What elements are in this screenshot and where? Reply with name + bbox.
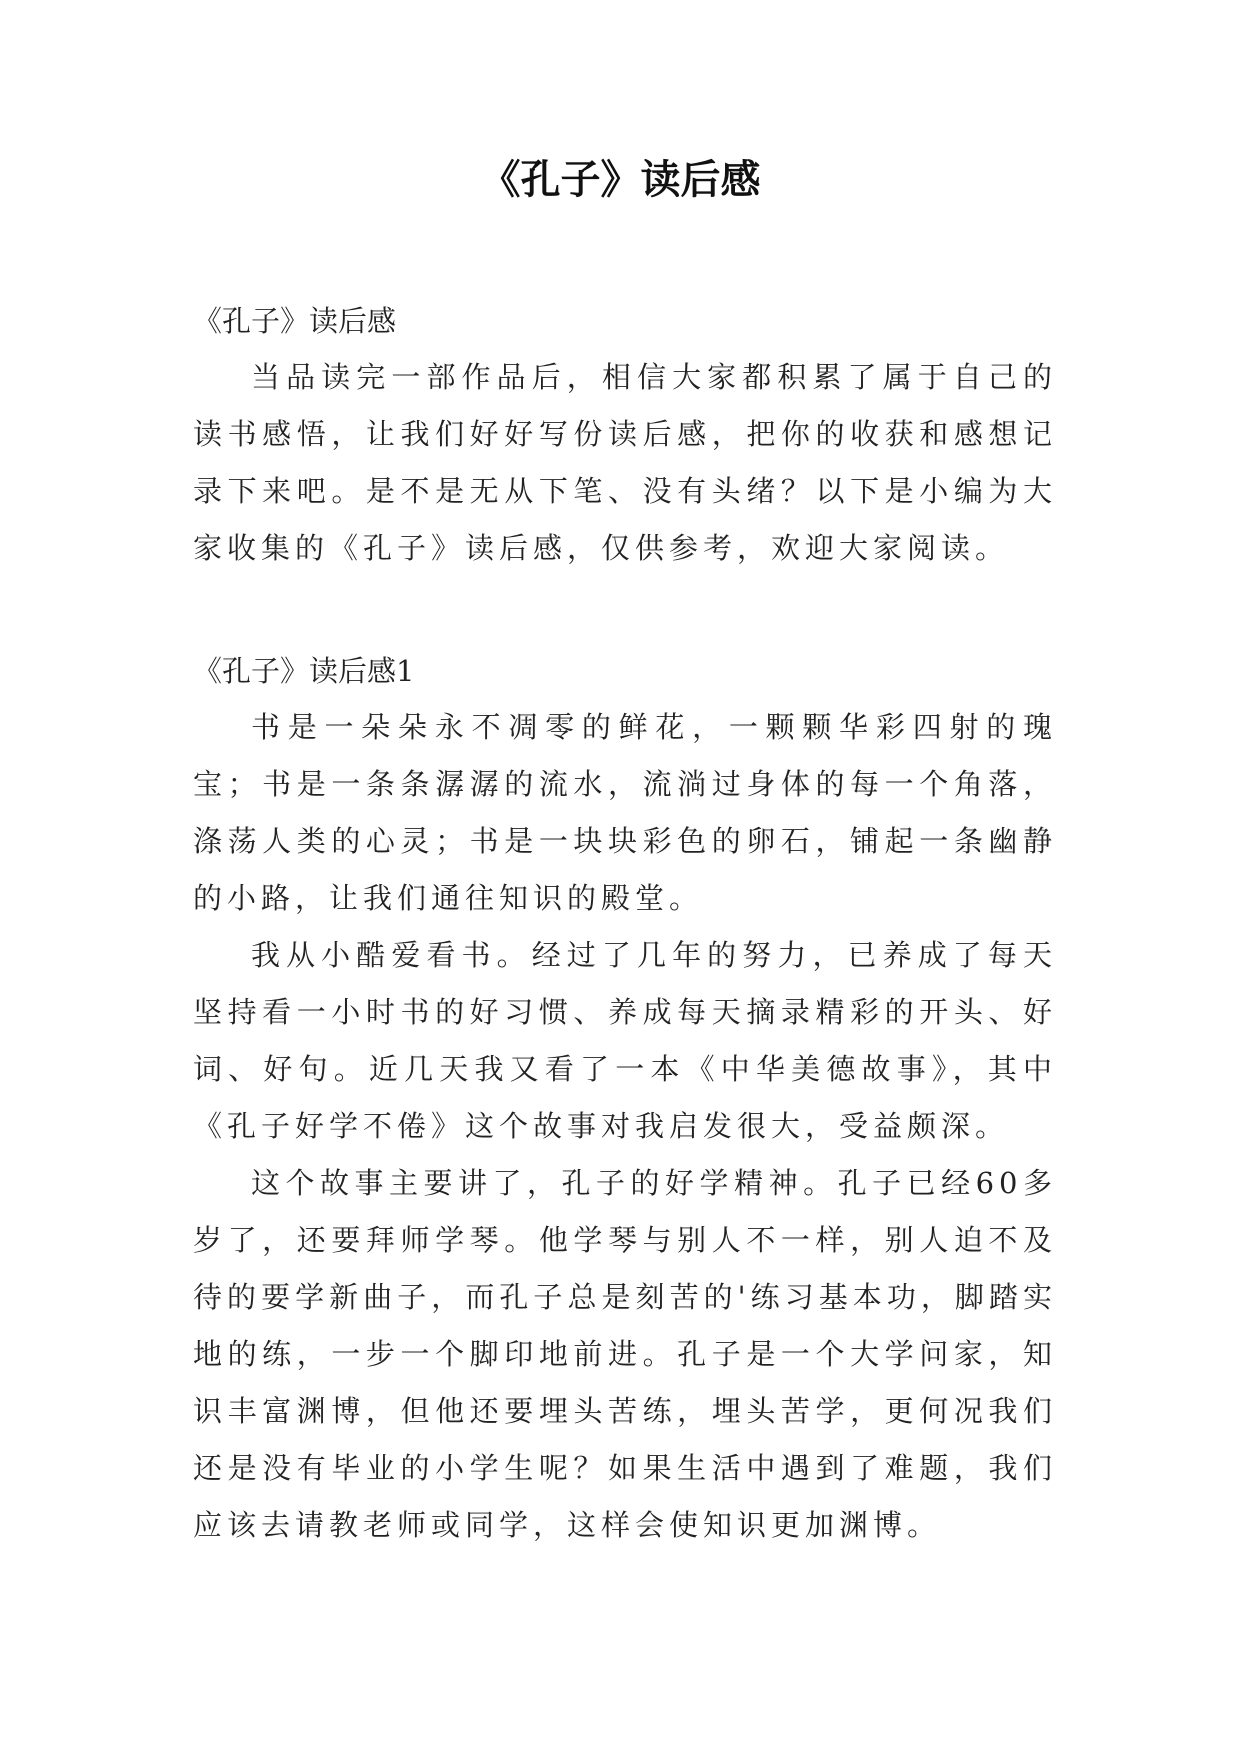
- section-paragraph-1: 书是一朵朵永不凋零的鲜花，一颗颗华彩四射的瑰宝；书是一条条潺潺的流水，流淌过身体的每一个角落，涤荡人类的心灵；书是一块块彩色的卵石，铺起一条幽静的小路，让我们通往知识的殿堂。: [193, 710, 1057, 915]
- section-paragraph-3: 这个故事主要讲了，孔子的好学精神。孔子已经60多岁了，还要拜师学琴。他学琴与别人不一样，别人迫不及待的要学新曲子，而孔子总是刻苦的'练习基本功，脚踏实地的练，一步一个脚印地前进。孔子是一个大学问家，知识丰富渊博，但他还要埋头苦练，埋头苦学，更何况我们还是没有毕业的小学生呢？如果生活中遇到了难题，我们应该去请教老师或同学，这样会使知识更加渊博。: [193, 1166, 1057, 1542]
- intro-paragraph: 当品读完一部作品后，相信大家都积累了属于自己的读书感悟，让我们好好写份读后感，把你的收获和感想记录下来吧。是不是无从下笔、没有头绪？以下是小编为大家收集的《孔子》读后感，仅供参考，欢迎大家阅读。: [193, 360, 1057, 565]
- lead-heading: 《孔子》读后感: [193, 304, 397, 338]
- section-heading: 《孔子》读后感1: [193, 654, 415, 688]
- intro-block: [193, 349, 1057, 577]
- section-1: [193, 643, 1057, 1554]
- section-paragraph-2: 我从小酷爱看书。经过了几年的努力，已养成了每天坚持看一小时书的好习惯、养成每天摘录精彩的开头、好词、好句。近几天我又看了一本《中华美德故事》，其中《孔子好学不倦》这个故事对我启发很大，受益颇深。: [193, 938, 1057, 1143]
- document-title: 《孔子》读后感: [480, 157, 761, 203]
- lead-heading-block: [193, 293, 1057, 349]
